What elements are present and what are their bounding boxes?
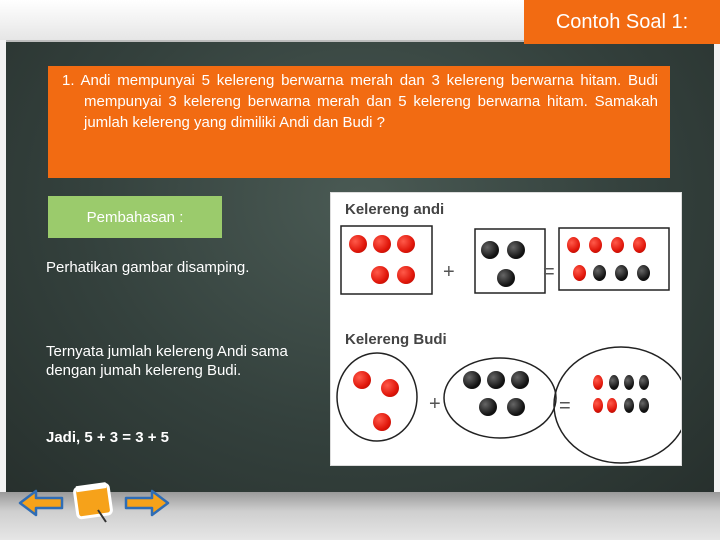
budi-total-group-circle bbox=[554, 347, 681, 463]
marble-black bbox=[637, 265, 650, 281]
marble-red bbox=[589, 237, 602, 253]
marble-black bbox=[511, 371, 529, 389]
marble-red bbox=[349, 235, 367, 253]
marble-red bbox=[633, 237, 646, 253]
slide-title: Contoh Soal 1: bbox=[524, 0, 720, 44]
marble-black bbox=[487, 371, 505, 389]
budi-equals-sign: = bbox=[559, 395, 571, 417]
marble-red bbox=[353, 371, 371, 389]
andi-equals-sign: = bbox=[543, 261, 555, 283]
marble-red bbox=[373, 413, 391, 431]
marble-red bbox=[611, 237, 624, 253]
budi-plus-sign: + bbox=[429, 393, 441, 415]
marble-black bbox=[481, 241, 499, 259]
marble-black bbox=[639, 398, 649, 413]
marble-red bbox=[381, 379, 399, 397]
andi-plus-sign: + bbox=[443, 261, 455, 283]
marble-black bbox=[463, 371, 481, 389]
marble-black bbox=[497, 269, 515, 287]
marble-black bbox=[615, 265, 628, 281]
question-text: 1. Andi mempunyai 5 kelereng berwarna merah dan 3 kelereng berwarna hitam. Budi mempunyai 3 kelereng berwarna merah dan 5 kelereng berwarna hitam. Samakah jumlah kelereng yang dimiliki Andi dan Budi ? bbox=[62, 72, 658, 131]
marble-red bbox=[397, 266, 415, 284]
arrow-left-icon[interactable] bbox=[18, 488, 66, 518]
marble-black bbox=[609, 375, 619, 390]
budi-black-group-circle bbox=[444, 358, 556, 438]
explanation-text: Ternyata jumlah kelereng Andi sama dengan jumah kelereng Budi. bbox=[46, 343, 288, 379]
marble-red bbox=[607, 398, 617, 413]
marble-black bbox=[593, 265, 606, 281]
marble-black bbox=[624, 398, 634, 413]
andi-label: Kelereng andi bbox=[345, 201, 445, 218]
marble-red bbox=[593, 375, 603, 390]
notepad-icon[interactable] bbox=[72, 480, 116, 524]
marble-red bbox=[373, 235, 391, 253]
marble-red bbox=[573, 265, 586, 281]
conclusion-text: Jadi, 5 + 3 = 3 + 5 bbox=[46, 429, 170, 446]
question-box bbox=[48, 66, 670, 178]
marble-black bbox=[507, 398, 525, 416]
marble-black bbox=[624, 375, 634, 390]
marble-black bbox=[479, 398, 497, 416]
pembahasan-heading: Pembahasan : bbox=[48, 196, 222, 238]
instruction-text: Perhatikan gambar disamping. bbox=[46, 259, 250, 276]
marble-black bbox=[507, 241, 525, 259]
budi-label: Kelereng Budi bbox=[345, 331, 447, 348]
illustration-panel bbox=[330, 192, 682, 466]
marble-red bbox=[371, 266, 389, 284]
arrow-right-icon[interactable] bbox=[122, 488, 170, 518]
marble-red bbox=[567, 237, 580, 253]
marble-red bbox=[397, 235, 415, 253]
marble-red bbox=[593, 398, 603, 413]
marble-black bbox=[639, 375, 649, 390]
